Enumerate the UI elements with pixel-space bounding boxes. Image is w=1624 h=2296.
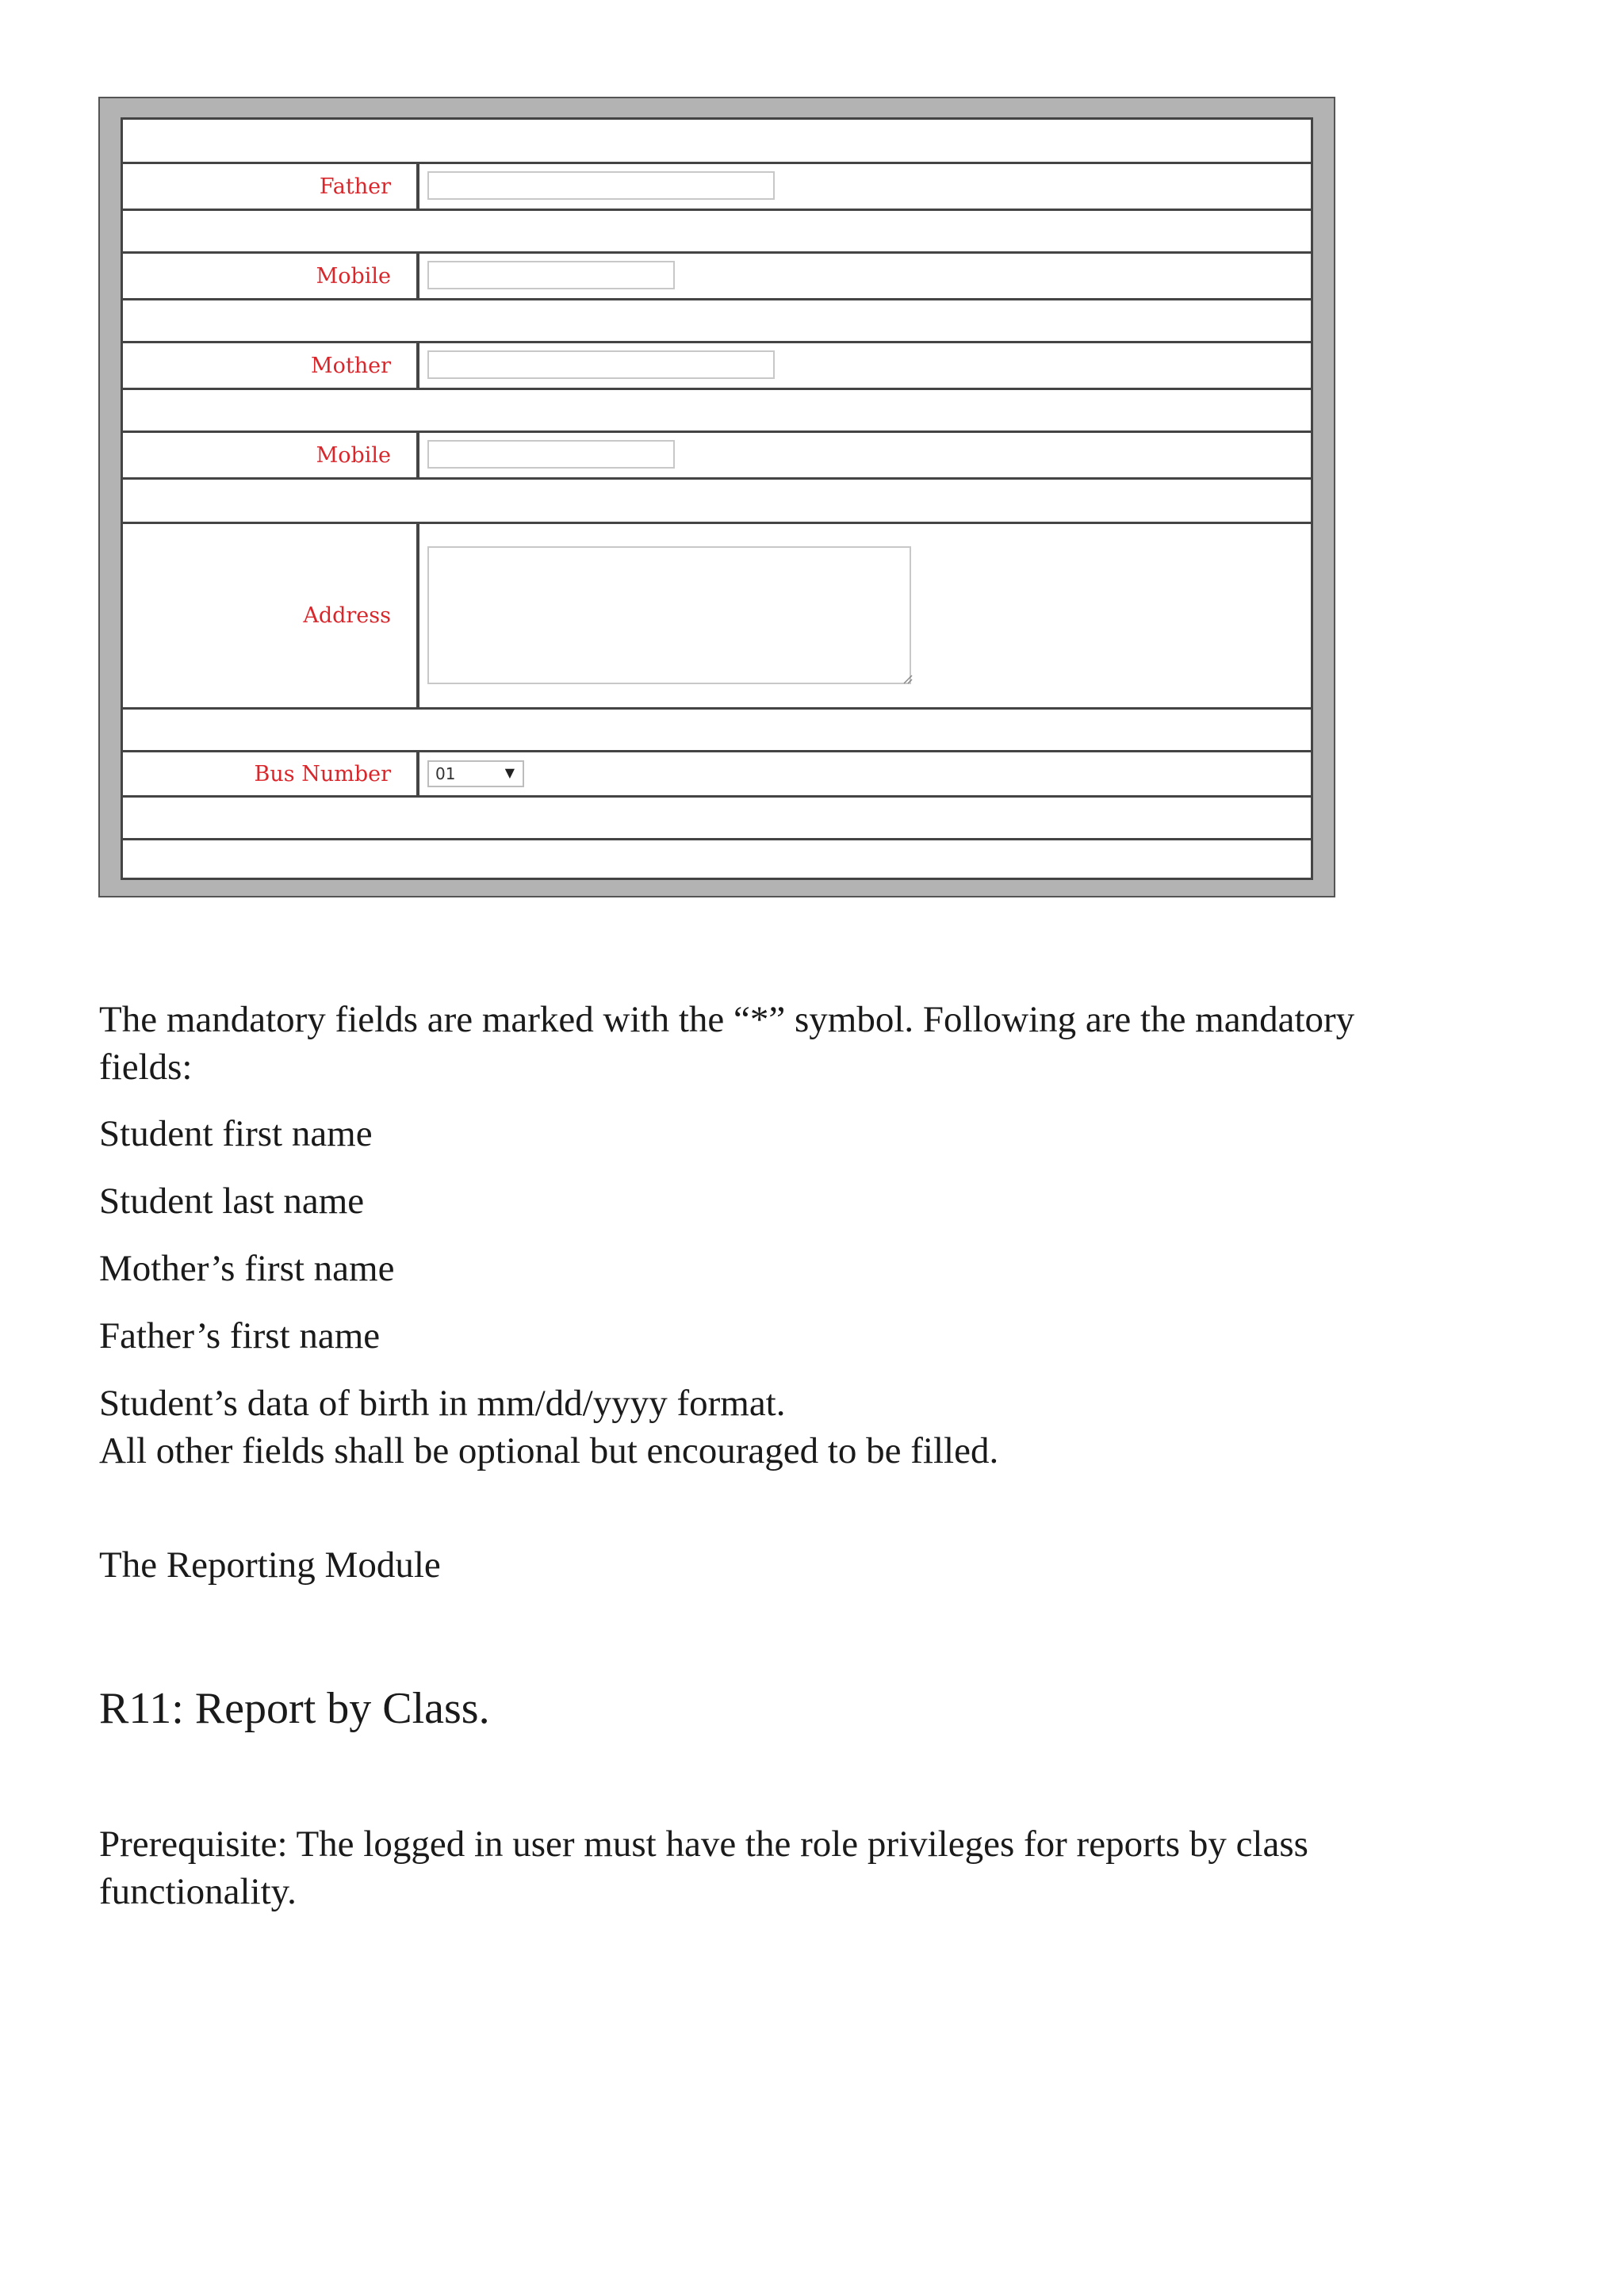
mother-mobile-row [123,433,1311,480]
bus-number-select[interactable] [427,760,524,787]
blank-row [123,798,1311,840]
module-title: The Reporting Module [99,1544,441,1586]
address-textarea[interactable] [427,546,911,684]
father-mobile-field-cell [419,254,1311,298]
prerequisite-line-1: Prerequisite: The logged in user must have the role privileges for reports by class [99,1823,1308,1865]
blank-row [123,710,1311,752]
mandatory-field-item: Student first name [99,1113,373,1154]
blank-row [123,300,1311,343]
address-field-cell [419,524,1311,707]
parent-details-form [121,117,1313,880]
bus-number-label: Bus Number [123,752,419,795]
mother-label: Mother [123,343,419,388]
mandatory-intro-line-1: The mandatory fields are marked with the “*” symbol. Following are the mandatory [99,999,1355,1040]
mandatory-field-item: Mother’s first name [99,1248,395,1289]
father-label: Father [123,164,419,209]
mother-mobile-input[interactable] [427,440,675,469]
dropdown-arrow-icon: ▼ [504,765,515,780]
mandatory-field-item: Student last name [99,1181,365,1222]
address-row [123,524,1311,710]
prerequisite-line-2: functionality. [99,1871,297,1912]
bus-number-field-cell [419,752,1311,795]
father-field-cell [419,164,1311,209]
blank-row [123,120,1311,164]
blank-row [123,480,1311,524]
mother-mobile-label: Mobile [123,433,419,477]
optional-fields-note: All other fields shall be optional but encouraged to be filled. [99,1430,999,1471]
bus-number-row [123,752,1311,798]
mother-mobile-field-cell [419,433,1311,477]
mandatory-field-item: Student’s data of birth in mm/dd/yyyy format. [99,1383,786,1424]
father-mobile-label: Mobile [123,254,419,298]
address-label: Address [123,524,419,707]
father-row [123,164,1311,211]
father-name-input[interactable] [427,171,775,200]
mother-row [123,343,1311,390]
r11-heading: R11: Report by Class. [99,1684,490,1733]
mandatory-field-item: Father’s first name [99,1315,381,1357]
form-screenshot [98,97,1335,897]
mandatory-intro-line-2: fields: [99,1047,193,1088]
father-mobile-input[interactable] [427,261,675,289]
blank-row [123,390,1311,433]
mother-field-cell [419,343,1311,388]
father-mobile-row [123,254,1311,300]
bus-number-selected-value: 01 [435,764,456,783]
blank-row [123,840,1311,878]
mother-name-input[interactable] [427,350,775,379]
blank-row [123,211,1311,254]
